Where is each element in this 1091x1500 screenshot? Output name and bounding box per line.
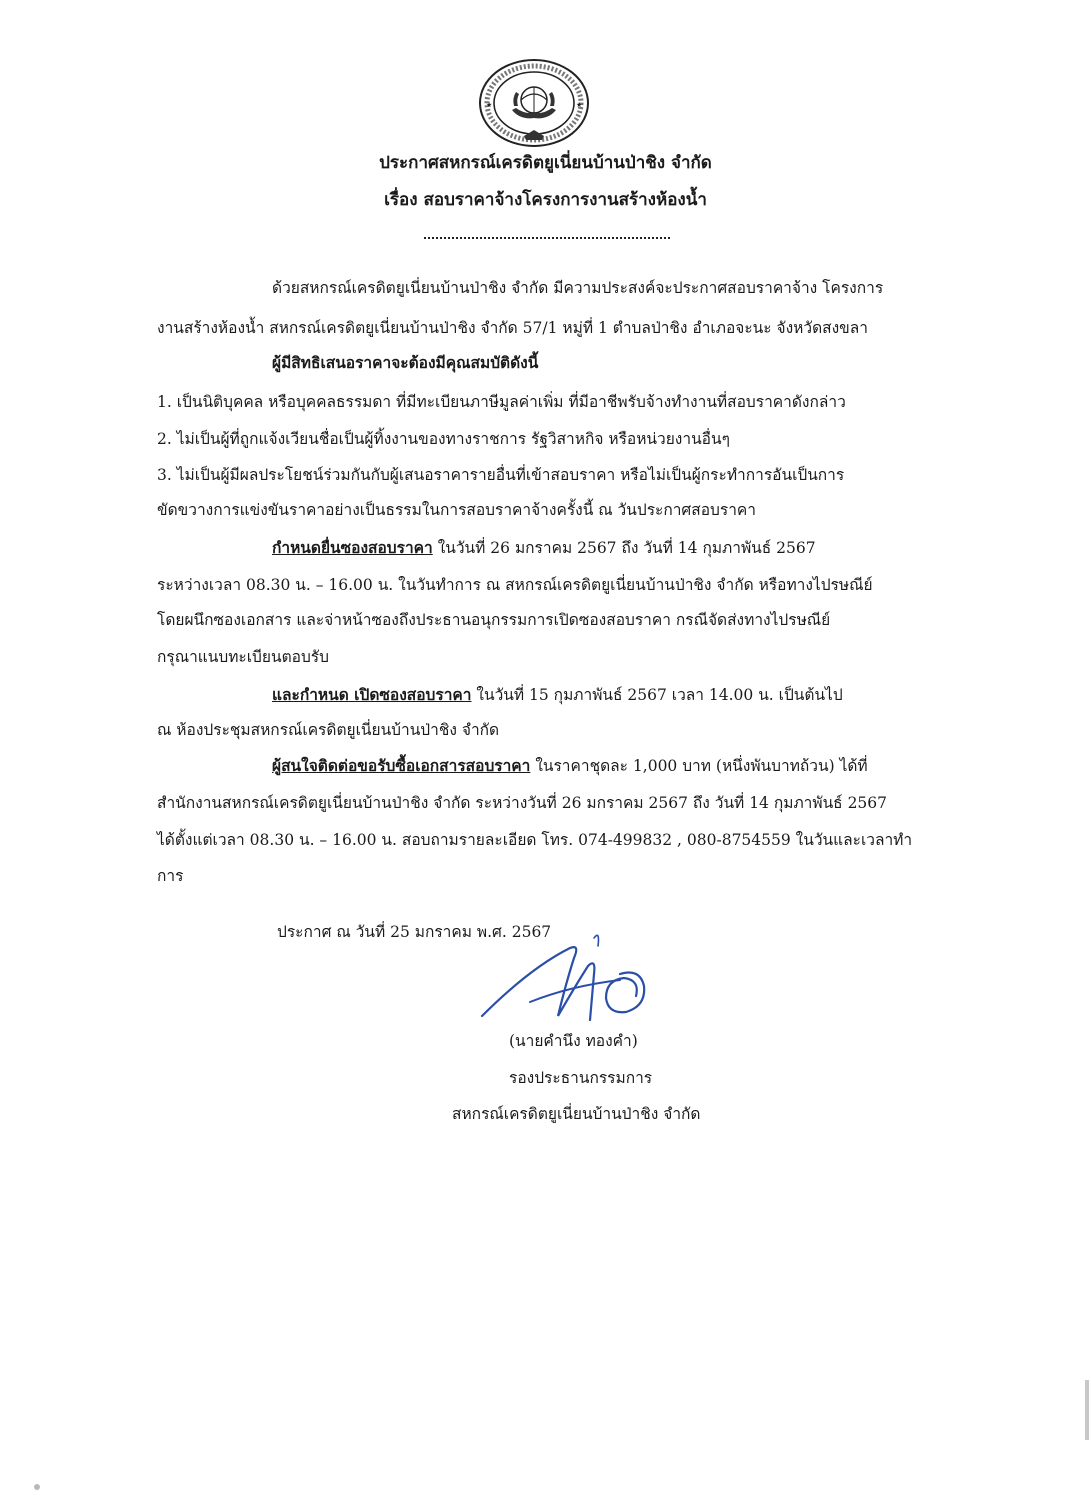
- svg-text:★: ★: [486, 101, 493, 109]
- scan-speck: [34, 1484, 40, 1490]
- announcement-subject: เรื่อง สอบราคาจ้างโครงการงานสร้างห้องน้ำ: [384, 190, 707, 210]
- scan-edge-mark: [1085, 1380, 1089, 1440]
- submission-line-1: [272, 538, 816, 558]
- intro-line-1: ด้วยสหกรณ์เครดิตยูเนี่ยนบ้านป่าชิง จำกัด มีความประสงค์จะประกาศสอบราคาจ้าง โครงการ: [272, 279, 884, 297]
- purchase-price: ในราคาชุดละ 1,000 บาท (หนึ่งพันบาทถ้วน) ได้ที่: [530, 757, 868, 775]
- submission-line-3: โดยผนึกซองเอกสาร และจ่าหน้าซองถึงประธานอนุกรรมการเปิดซองสอบราคา กรณีจัดส่งทางไปรษณีย์: [157, 611, 831, 629]
- svg-text:★: ★: [576, 101, 583, 109]
- signer-organization: สหกรณ์เครดิตยูเนี่ยนบ้านป่าชิง จำกัด: [452, 1105, 701, 1123]
- handwritten-signature: [470, 928, 670, 1028]
- purchase-line-1: [272, 756, 868, 776]
- submission-heading: กำหนดยื่นซองสอบราคา: [272, 538, 433, 557]
- opening-heading: และกำหนด เปิดซองสอบราคา: [272, 685, 472, 704]
- submission-line-4: กรุณาแนบทะเบียนตอบรับ: [157, 648, 329, 666]
- intro-line-2: งานสร้างห้องน้ำ สหกรณ์เครดิตยูเนี่ยนบ้านป่าชิง จำกัด 57/1 หมู่ที่ 1 ตำบลป่าชิง อำเภอจะนะ จังหวัดสงขลา: [157, 319, 868, 337]
- signer-position: รองประธานกรรมการ: [509, 1069, 653, 1087]
- cooperative-seal-logo: [478, 58, 590, 148]
- opening-date: ในวันที่ 15 กุมภาพันธ์ 2567 เวลา 14.00 น. เป็นต้นไป: [471, 686, 843, 704]
- announcement-date: ประกาศ ณ วันที่ 25 มกราคม พ.ศ. 2567: [277, 923, 552, 941]
- qualification-item-3-cont: ขัดขวางการแข่งขันราคาอย่างเป็นธรรมในการสอบราคาจ้างครั้งนี้ ณ วันประกาศสอบราคา: [157, 501, 756, 519]
- purchase-line-3: ได้ตั้งแต่เวลา 08.30 น. – 16.00 น. สอบถามรายละเอียด โทร. 074-499832 , 080-8754559 ในวันและเวลาทำ: [157, 831, 913, 849]
- qualification-item-3: 3. ไม่เป็นผู้มีผลประโยชน์ร่วมกันกับผู้เสนอราคารายอื่นที่เข้าสอบราคา หรือไม่เป็นผู้กระทำการอันเป็นการ: [157, 466, 845, 484]
- opening-line-2: ณ ห้องประชุมสหกรณ์เครดิตยูเนี่ยนบ้านป่าชิง จำกัด: [157, 721, 500, 739]
- dotted-divider: [424, 229, 670, 239]
- purchase-heading: ผู้สนใจติดต่อขอรับซื้อเอกสารสอบราคา: [272, 756, 531, 775]
- qualification-item-1: 1. เป็นนิติบุคคล หรือบุคคลธรรมดา ที่มีทะเบียนภาษีมูลค่าเพิ่ม ที่มีอาชีพรับจ้างทำงานที่สอบราคาดังกล่าว: [157, 393, 846, 411]
- signer-name: (นายคำนึง ทองคำ): [509, 1032, 638, 1050]
- announcement-title: ประกาศสหกรณ์เครดิตยูเนี่ยนบ้านป่าชิง จำกัด: [379, 153, 712, 173]
- opening-line-1: [272, 685, 843, 705]
- purchase-line-2: สำนักงานสหกรณ์เครดิตยูเนี่ยนบ้านป่าชิง จำกัด ระหว่างวันที่ 26 มกราคม 2567 ถึง วันที่ 14 กุมภาพันธ์ 2567: [157, 794, 888, 812]
- purchase-line-4: การ: [157, 867, 184, 885]
- qualification-item-2: 2. ไม่เป็นผู้ที่ถูกแจ้งเวียนชื่อเป็นผู้ทิ้งงานของทางราชการ รัฐวิสาหกิจ หรือหน่วยงานอื่นๆ: [157, 430, 730, 448]
- submission-dates: ในวันที่ 26 มกราคม 2567 ถึง วันที่ 14 กุมภาพันธ์ 2567: [432, 539, 816, 557]
- qualification-heading: ผู้มีสิทธิเสนอราคาจะต้องมีคุณสมบัติดังนี้: [272, 353, 539, 372]
- submission-line-2: ระหว่างเวลา 08.30 น. – 16.00 น. ในวันทำการ ณ สหกรณ์เครดิตยูเนี่ยนบ้านป่าชิง จำกัด หรือทางไปรษณีย์: [157, 576, 873, 594]
